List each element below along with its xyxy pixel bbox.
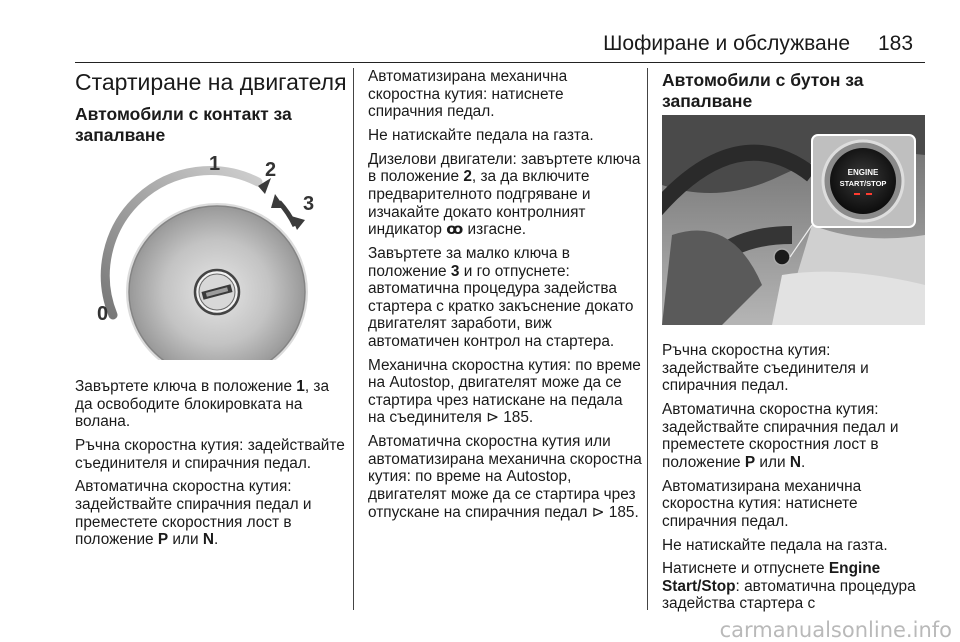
column-divider-1 bbox=[353, 68, 354, 610]
page-reference-icon: ⊳ bbox=[591, 502, 605, 521]
engine-start-stop-illustration bbox=[662, 115, 925, 325]
header-rule bbox=[75, 62, 925, 63]
position-label-3: 3 bbox=[303, 193, 315, 215]
ignition-switch-illustration bbox=[75, 150, 338, 360]
subsection-title-start-button: Автомобили с бутон за запалване bbox=[662, 70, 864, 111]
column-3-text bbox=[662, 342, 930, 619]
section-title: Стартиране на двигателя bbox=[75, 69, 347, 95]
page-number: 183 bbox=[878, 32, 914, 55]
paragraph: Автоматична скоростна кутия: задействайте спирачния педал и преместете скоростния лост в положение P или N. bbox=[75, 478, 312, 549]
paragraph: Завъртете за малко ключа в положение 3 и го отпуснете: автоматична процедура задейства стартера с кратко закъснение докато двигателят заработи, виж автоматичен контрол на стартера. bbox=[368, 244, 634, 350]
paragraph: Ръчна скоростна кутия: задействайте съединителя и спирачния педал. bbox=[75, 436, 345, 472]
subsection-title-ignition-key: Автомобили с контакт за запалване bbox=[75, 104, 292, 145]
position-label-2: 2 bbox=[265, 159, 277, 181]
paragraph: Завъртете ключа в положение 1, за да освободите блокировката на волана. bbox=[75, 378, 330, 431]
paragraph: Механична скоростна кутия: по време на Autostop, двигателят може да се стартира чрез натискане на педала на съединителя ⊳ 185. bbox=[368, 356, 641, 427]
engine-button-label-line2: START/STOP bbox=[839, 179, 887, 188]
page-reference-icon: ⊳ bbox=[486, 408, 499, 427]
paragraph: Автоматична скоростна кутия или автоматизирана механична скоростна кутия: по време на Autostop, двигателят може да се стартира чрез отпускане на спирачния педал ⊳ 185. bbox=[368, 433, 642, 521]
paragraph: Автоматизирана механична скоростна кутия: натиснете спирачния педал. bbox=[662, 477, 862, 530]
paragraph: Автоматична скоростна кутия: задействайте спирачния педал и преместете скоростния лост в положение P или N. bbox=[662, 400, 899, 471]
paragraph: Не натискайте педала на газта. bbox=[662, 536, 888, 554]
engine-button-label-line1: ENGINE bbox=[847, 168, 879, 177]
paragraph: Автоматизирана механична скоростна кутия: натиснете спирачния педал. bbox=[368, 68, 568, 121]
paragraph: Дизелови двигатели: завъртете ключа в положение 2, за да включите предварителното подгряване и изчакайте докато контролният индикатор ꝏ изгасне. bbox=[368, 150, 641, 239]
column-1-text bbox=[75, 378, 350, 555]
running-header-title: Шофиране и обслужване bbox=[603, 32, 850, 55]
paragraph: Ръчна скоростна кутия: задействайте съединителя и спирачния педал. bbox=[662, 342, 869, 395]
paragraph: Не натискайте педала на газта. bbox=[368, 126, 594, 144]
column-divider-2 bbox=[647, 68, 648, 610]
paragraph: Натиснете и отпуснете Engine Start/Stop: автоматична процедура задейства стартера с bbox=[662, 560, 916, 613]
column-2-text bbox=[368, 68, 642, 527]
watermark: carmanualsonline.info bbox=[719, 618, 952, 642]
position-label-0: 0 bbox=[97, 303, 109, 325]
position-label-1: 1 bbox=[209, 153, 221, 175]
glow-plug-indicator-icon: ꝏ bbox=[446, 220, 464, 239]
